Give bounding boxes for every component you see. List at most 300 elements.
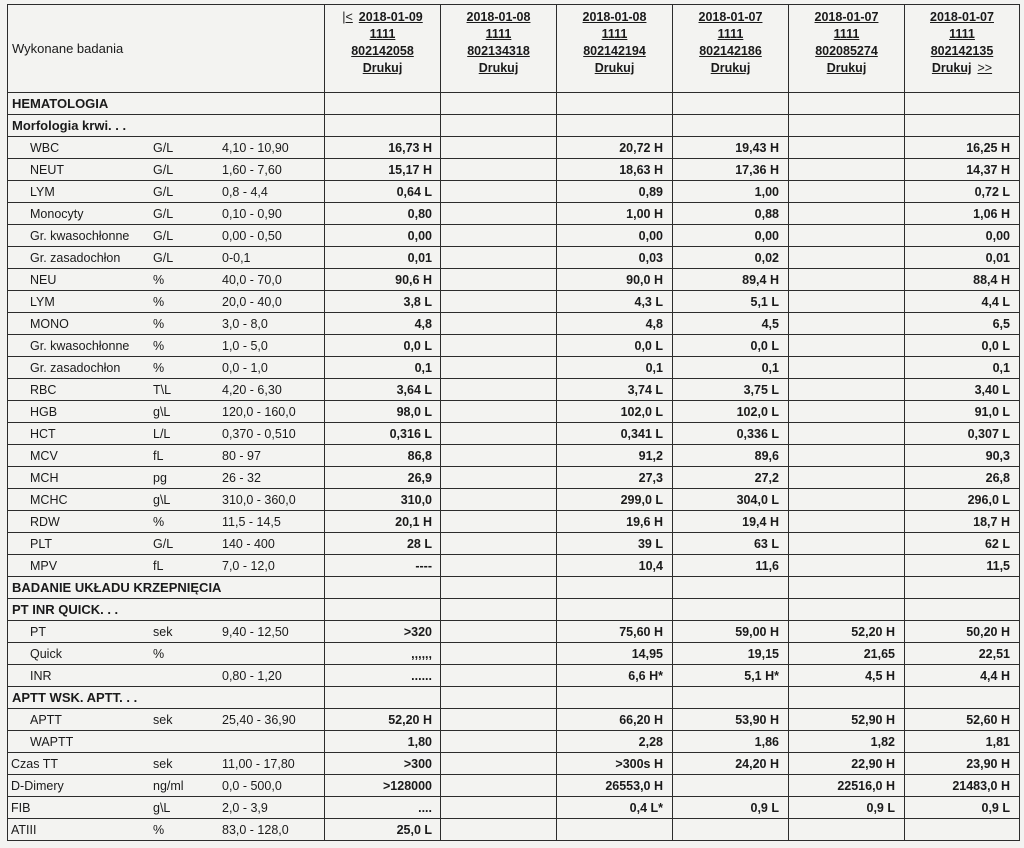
sample-column-header bbox=[789, 5, 905, 93]
result-value bbox=[789, 181, 905, 203]
result-value bbox=[441, 511, 557, 533]
test-unit: ng/ml bbox=[153, 778, 184, 793]
test-cell bbox=[8, 819, 325, 841]
result-value bbox=[441, 665, 557, 687]
test-unit: G/L bbox=[153, 162, 174, 177]
section-row bbox=[8, 577, 1020, 599]
test-unit: g\L bbox=[153, 404, 171, 419]
test-name: MCV bbox=[30, 448, 58, 463]
result-value: 0,9 L bbox=[673, 797, 789, 819]
empty-cell bbox=[557, 115, 673, 137]
table-row bbox=[8, 313, 1020, 335]
result-value bbox=[673, 819, 789, 841]
result-value: 0,88 bbox=[673, 203, 789, 225]
result-value: 59,00 H bbox=[673, 621, 789, 643]
result-value bbox=[557, 819, 673, 841]
empty-cell bbox=[789, 115, 905, 137]
test-name: LYM bbox=[30, 184, 55, 199]
result-value: 75,60 H bbox=[557, 621, 673, 643]
table-row bbox=[8, 335, 1020, 357]
print-link[interactable]: Drukuj bbox=[710, 61, 751, 75]
result-value: 19,43 H bbox=[673, 137, 789, 159]
test-cell bbox=[8, 291, 325, 313]
result-value bbox=[441, 159, 557, 181]
test-name: PT bbox=[30, 624, 46, 639]
test-unit: G/L bbox=[153, 250, 174, 265]
test-name: RBC bbox=[30, 382, 57, 397]
test-name: WBC bbox=[30, 140, 60, 155]
result-value: 89,4 H bbox=[673, 269, 789, 291]
result-value: 0,64 L bbox=[325, 181, 441, 203]
test-cell bbox=[8, 335, 325, 357]
table-row bbox=[8, 423, 1020, 445]
test-unit: fL bbox=[153, 558, 164, 573]
result-value: ...... bbox=[325, 665, 441, 687]
nav-first-link[interactable]: |< bbox=[342, 10, 353, 24]
empty-cell bbox=[325, 577, 441, 599]
test-cell bbox=[8, 181, 325, 203]
result-value: 0,307 L bbox=[905, 423, 1020, 445]
reference-range: 120,0 - 160,0 bbox=[222, 404, 296, 419]
table-row bbox=[8, 665, 1020, 687]
result-value bbox=[789, 225, 905, 247]
sample-date: 2018-01-09 bbox=[358, 10, 423, 24]
result-value: 91,2 bbox=[557, 445, 673, 467]
result-value: 27,2 bbox=[673, 467, 789, 489]
result-value bbox=[789, 357, 905, 379]
test-name: FIB bbox=[11, 800, 31, 815]
test-cell bbox=[8, 665, 325, 687]
test-name: MONO bbox=[30, 316, 69, 331]
empty-cell bbox=[441, 599, 557, 621]
result-value: 52,20 H bbox=[325, 709, 441, 731]
result-value: 0,80 bbox=[325, 203, 441, 225]
test-unit: g\L bbox=[153, 492, 171, 507]
test-unit: G/L bbox=[153, 206, 174, 221]
empty-cell bbox=[789, 599, 905, 621]
section-label: PT INR QUICK. . . bbox=[8, 599, 325, 621]
reference-range: 4,10 - 10,90 bbox=[222, 140, 289, 155]
empty-cell bbox=[673, 93, 789, 115]
result-value bbox=[441, 203, 557, 225]
result-value: 10,4 bbox=[557, 555, 673, 577]
reference-range: 7,0 - 12,0 bbox=[222, 558, 275, 573]
result-value: 4,8 bbox=[557, 313, 673, 335]
result-value bbox=[441, 357, 557, 379]
nav-next-link[interactable]: >> bbox=[977, 61, 993, 75]
result-value: 89,6 bbox=[673, 445, 789, 467]
test-unit: % bbox=[153, 514, 165, 529]
empty-cell bbox=[441, 115, 557, 137]
result-value: 26,9 bbox=[325, 467, 441, 489]
result-value bbox=[441, 335, 557, 357]
result-value bbox=[789, 511, 905, 533]
result-value: 4,3 L bbox=[557, 291, 673, 313]
result-value: 22,90 H bbox=[789, 753, 905, 775]
reference-range: 20,0 - 40,0 bbox=[222, 294, 282, 309]
reference-range: 11,5 - 14,5 bbox=[222, 514, 281, 529]
reference-range: 3,0 - 8,0 bbox=[222, 316, 268, 331]
result-value bbox=[789, 379, 905, 401]
result-value bbox=[441, 225, 557, 247]
result-value: 26,8 bbox=[905, 467, 1020, 489]
result-value: 3,75 L bbox=[673, 379, 789, 401]
empty-cell bbox=[441, 577, 557, 599]
empty-cell bbox=[673, 687, 789, 709]
result-value bbox=[441, 709, 557, 731]
test-cell bbox=[8, 533, 325, 555]
result-value bbox=[441, 621, 557, 643]
empty-cell bbox=[557, 599, 673, 621]
result-value: 0,00 bbox=[325, 225, 441, 247]
sample-code: 1111 bbox=[601, 27, 628, 41]
result-value: ,,,,,, bbox=[325, 643, 441, 665]
result-value: 90,0 H bbox=[557, 269, 673, 291]
empty-cell bbox=[325, 93, 441, 115]
result-value bbox=[441, 797, 557, 819]
empty-cell bbox=[905, 577, 1020, 599]
print-link[interactable]: Drukuj bbox=[478, 61, 519, 75]
test-unit: sek bbox=[153, 624, 173, 639]
sample-column-header bbox=[673, 5, 789, 93]
test-name: MCH bbox=[30, 470, 59, 485]
sample-date: 2018-01-07 bbox=[698, 10, 763, 24]
result-value: .... bbox=[325, 797, 441, 819]
test-name: ATIII bbox=[11, 822, 37, 837]
result-value bbox=[441, 181, 557, 203]
empty-cell bbox=[673, 599, 789, 621]
result-value: 19,4 H bbox=[673, 511, 789, 533]
sample-code: 1111 bbox=[717, 27, 744, 41]
result-value: 52,90 H bbox=[789, 709, 905, 731]
result-value: 0,00 bbox=[905, 225, 1020, 247]
reference-range: 140 - 400 bbox=[222, 536, 275, 551]
print-link[interactable]: Drukuj bbox=[594, 61, 635, 75]
result-value: 0,00 bbox=[557, 225, 673, 247]
test-unit: L/L bbox=[153, 426, 171, 441]
result-value bbox=[789, 489, 905, 511]
test-name: RDW bbox=[30, 514, 60, 529]
empty-cell bbox=[905, 687, 1020, 709]
empty-cell bbox=[905, 599, 1020, 621]
reference-range: 25,40 - 36,90 bbox=[222, 712, 296, 727]
test-cell bbox=[8, 511, 325, 533]
result-value: 310,0 bbox=[325, 489, 441, 511]
reference-range: 11,00 - 17,80 bbox=[222, 756, 295, 771]
test-name: D-Dimery bbox=[11, 778, 64, 793]
sample-id: 802142194 bbox=[583, 44, 646, 58]
result-value: 23,90 H bbox=[905, 753, 1020, 775]
test-name: HCT bbox=[30, 426, 56, 441]
reference-range: 80 - 97 bbox=[222, 448, 261, 463]
result-value: 25,0 L bbox=[325, 819, 441, 841]
result-value bbox=[789, 159, 905, 181]
sample-date: 2018-01-08 bbox=[466, 10, 531, 24]
result-value bbox=[441, 379, 557, 401]
test-unit: T\L bbox=[153, 382, 172, 397]
result-value: 53,90 H bbox=[673, 709, 789, 731]
section-row bbox=[8, 599, 1020, 621]
result-value bbox=[441, 753, 557, 775]
result-value: 39 L bbox=[557, 533, 673, 555]
result-value: 14,37 H bbox=[905, 159, 1020, 181]
sample-column-header bbox=[441, 5, 557, 93]
reference-range: 1,0 - 5,0 bbox=[222, 338, 268, 353]
result-value: >300 bbox=[325, 753, 441, 775]
empty-cell bbox=[441, 93, 557, 115]
sample-date: 2018-01-07 bbox=[814, 10, 879, 24]
header-row bbox=[8, 5, 1020, 93]
result-value bbox=[789, 401, 905, 423]
test-cell bbox=[8, 753, 325, 775]
result-value: 4,4 L bbox=[905, 291, 1020, 313]
result-value: >300s H bbox=[557, 753, 673, 775]
reference-range: 4,20 - 6,30 bbox=[222, 382, 282, 397]
result-value: 5,1 H* bbox=[673, 665, 789, 687]
result-value: 0,1 bbox=[325, 357, 441, 379]
result-value bbox=[441, 643, 557, 665]
result-value: 62 L bbox=[905, 533, 1020, 555]
sample-column-header bbox=[325, 5, 441, 93]
result-value bbox=[441, 467, 557, 489]
result-value bbox=[441, 137, 557, 159]
table-row bbox=[8, 621, 1020, 643]
result-value: 3,8 L bbox=[325, 291, 441, 313]
test-cell bbox=[8, 775, 325, 797]
empty-cell bbox=[441, 687, 557, 709]
test-unit: % bbox=[153, 272, 165, 287]
sample-id: 802142135 bbox=[930, 44, 994, 58]
table-row bbox=[8, 379, 1020, 401]
test-cell bbox=[8, 137, 325, 159]
result-value bbox=[789, 445, 905, 467]
result-value: 63 L bbox=[673, 533, 789, 555]
result-value bbox=[789, 819, 905, 841]
empty-cell bbox=[673, 115, 789, 137]
result-value: 21,65 bbox=[789, 643, 905, 665]
result-value: 0,316 L bbox=[325, 423, 441, 445]
result-value: 1,80 bbox=[325, 731, 441, 753]
test-cell bbox=[8, 313, 325, 335]
result-value bbox=[441, 401, 557, 423]
print-link[interactable]: Drukuj bbox=[931, 61, 972, 75]
empty-cell bbox=[325, 115, 441, 137]
result-value: 90,3 bbox=[905, 445, 1020, 467]
sample-id: 802085274 bbox=[815, 44, 878, 58]
print-link[interactable]: Drukuj bbox=[826, 61, 867, 75]
result-value: 24,20 H bbox=[673, 753, 789, 775]
result-value bbox=[441, 533, 557, 555]
results-body bbox=[8, 93, 1020, 841]
table-row bbox=[8, 533, 1020, 555]
result-value: 3,64 L bbox=[325, 379, 441, 401]
test-cell bbox=[8, 401, 325, 423]
result-value bbox=[789, 533, 905, 555]
result-value: 18,63 H bbox=[557, 159, 673, 181]
test-cell bbox=[8, 379, 325, 401]
result-value: 0,1 bbox=[905, 357, 1020, 379]
result-value: 0,336 L bbox=[673, 423, 789, 445]
reference-range: 83,0 - 128,0 bbox=[222, 822, 289, 837]
test-cell bbox=[8, 445, 325, 467]
result-value: 0,4 L* bbox=[557, 797, 673, 819]
result-value bbox=[789, 269, 905, 291]
result-value bbox=[441, 819, 557, 841]
result-value bbox=[441, 247, 557, 269]
result-value: 0,1 bbox=[673, 357, 789, 379]
print-link[interactable]: Drukuj bbox=[362, 61, 403, 75]
result-value: 26553,0 H bbox=[557, 775, 673, 797]
result-value: 102,0 L bbox=[673, 401, 789, 423]
test-name: LYM bbox=[30, 294, 55, 309]
table-row bbox=[8, 401, 1020, 423]
result-value: 14,95 bbox=[557, 643, 673, 665]
test-unit: % bbox=[153, 316, 165, 331]
test-unit: G/L bbox=[153, 184, 174, 199]
section-row bbox=[8, 687, 1020, 709]
test-cell bbox=[8, 643, 325, 665]
result-value: 16,73 H bbox=[325, 137, 441, 159]
reference-range: 0,10 - 0,90 bbox=[222, 206, 282, 221]
test-cell bbox=[8, 709, 325, 731]
result-value: 28 L bbox=[325, 533, 441, 555]
table-row bbox=[8, 819, 1020, 841]
test-name: WAPTT bbox=[30, 734, 74, 749]
reference-range: 0,8 - 4,4 bbox=[222, 184, 268, 199]
reference-range: 0,0 - 1,0 bbox=[222, 360, 268, 375]
result-value: 16,25 H bbox=[905, 137, 1020, 159]
section-label: APTT WSK. APTT. . . bbox=[8, 687, 325, 709]
result-value: 1,00 bbox=[673, 181, 789, 203]
test-name: Gr. zasadochłon bbox=[30, 360, 121, 375]
result-value: 4,4 H bbox=[905, 665, 1020, 687]
result-value: 6,6 H* bbox=[557, 665, 673, 687]
test-name: APTT bbox=[30, 712, 62, 727]
result-value: 90,6 H bbox=[325, 269, 441, 291]
result-value: 0,00 bbox=[673, 225, 789, 247]
result-value: 1,00 H bbox=[557, 203, 673, 225]
sample-id: 802134318 bbox=[467, 44, 530, 58]
result-value: 50,20 H bbox=[905, 621, 1020, 643]
result-value: 1,81 bbox=[905, 731, 1020, 753]
result-value: 0,02 bbox=[673, 247, 789, 269]
result-value: 88,4 H bbox=[905, 269, 1020, 291]
result-value bbox=[789, 203, 905, 225]
test-name: HGB bbox=[30, 404, 58, 419]
table-row bbox=[8, 511, 1020, 533]
sample-date: 2018-01-07 bbox=[930, 10, 994, 24]
result-value bbox=[789, 555, 905, 577]
result-value: >320 bbox=[325, 621, 441, 643]
result-value: 102,0 L bbox=[557, 401, 673, 423]
reference-range: 40,0 - 70,0 bbox=[222, 272, 282, 287]
sample-date: 2018-01-08 bbox=[582, 10, 647, 24]
test-cell bbox=[8, 555, 325, 577]
result-value bbox=[441, 291, 557, 313]
result-value bbox=[441, 775, 557, 797]
sample-id: 802142186 bbox=[699, 44, 762, 58]
test-cell bbox=[8, 797, 325, 819]
table-row bbox=[8, 357, 1020, 379]
result-value: 11,6 bbox=[673, 555, 789, 577]
table-row bbox=[8, 489, 1020, 511]
result-value: 0,341 L bbox=[557, 423, 673, 445]
empty-cell bbox=[325, 687, 441, 709]
result-value: 15,17 H bbox=[325, 159, 441, 181]
test-unit: G/L bbox=[153, 140, 174, 155]
empty-cell bbox=[673, 577, 789, 599]
sample-code: 1111 bbox=[369, 27, 396, 41]
result-value: 0,9 L bbox=[905, 797, 1020, 819]
table-row bbox=[8, 137, 1020, 159]
result-value: 1,06 H bbox=[905, 203, 1020, 225]
result-value: 2,28 bbox=[557, 731, 673, 753]
reference-range: 0,370 - 0,510 bbox=[222, 426, 296, 441]
sample-code: 1111 bbox=[485, 27, 512, 41]
table-title: Wykonane badania bbox=[8, 5, 325, 93]
result-value: 18,7 H bbox=[905, 511, 1020, 533]
result-value: 4,5 H bbox=[789, 665, 905, 687]
table-row bbox=[8, 643, 1020, 665]
test-unit: fL bbox=[153, 448, 164, 463]
table-row bbox=[8, 753, 1020, 775]
test-cell bbox=[8, 423, 325, 445]
test-unit: sek bbox=[153, 712, 173, 727]
result-value: 0,01 bbox=[325, 247, 441, 269]
table-row bbox=[8, 775, 1020, 797]
result-value: 6,5 bbox=[905, 313, 1020, 335]
result-value: 22516,0 H bbox=[789, 775, 905, 797]
table-row bbox=[8, 247, 1020, 269]
result-value: 4,8 bbox=[325, 313, 441, 335]
result-value: 3,40 L bbox=[905, 379, 1020, 401]
test-cell bbox=[8, 269, 325, 291]
test-name: Quick bbox=[30, 646, 62, 661]
test-unit: % bbox=[153, 338, 165, 353]
table-row bbox=[8, 467, 1020, 489]
result-value: 5,1 L bbox=[673, 291, 789, 313]
result-value: 0,89 bbox=[557, 181, 673, 203]
table-row bbox=[8, 269, 1020, 291]
table-row bbox=[8, 731, 1020, 753]
result-value: 0,1 bbox=[557, 357, 673, 379]
result-value bbox=[673, 775, 789, 797]
reference-range: 0,00 - 0,50 bbox=[222, 228, 282, 243]
test-name: MCHC bbox=[30, 492, 68, 507]
result-value: 0,0 L bbox=[673, 335, 789, 357]
result-value: 0,0 L bbox=[557, 335, 673, 357]
table-row bbox=[8, 159, 1020, 181]
sample-id: 802142058 bbox=[351, 44, 414, 58]
result-value: 0,0 L bbox=[325, 335, 441, 357]
result-value: 304,0 L bbox=[673, 489, 789, 511]
result-value bbox=[789, 247, 905, 269]
result-value bbox=[441, 423, 557, 445]
test-unit: G/L bbox=[153, 228, 174, 243]
result-value: 0,01 bbox=[905, 247, 1020, 269]
result-value: ---- bbox=[325, 555, 441, 577]
table-row bbox=[8, 445, 1020, 467]
reference-range: 310,0 - 360,0 bbox=[222, 492, 296, 507]
result-value: 20,1 H bbox=[325, 511, 441, 533]
test-unit: G/L bbox=[153, 536, 174, 551]
result-value: 19,6 H bbox=[557, 511, 673, 533]
reference-range: 0,0 - 500,0 bbox=[222, 778, 282, 793]
result-value: 19,15 bbox=[673, 643, 789, 665]
empty-cell bbox=[789, 687, 905, 709]
result-value bbox=[789, 313, 905, 335]
result-value: 3,74 L bbox=[557, 379, 673, 401]
